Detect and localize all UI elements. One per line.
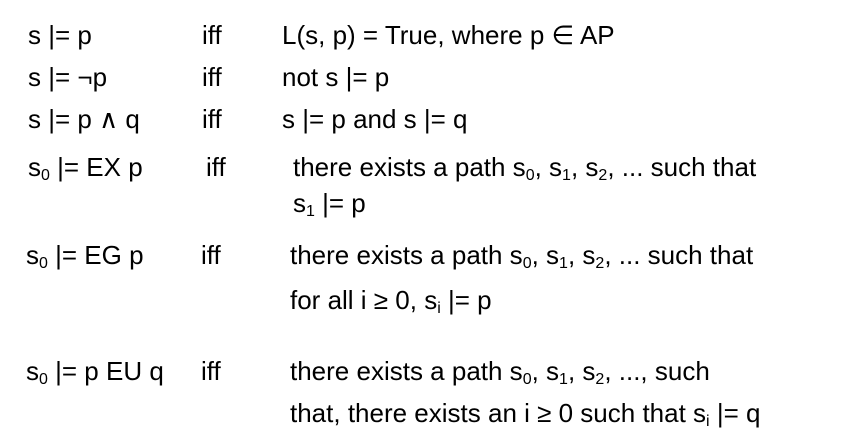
rule-2-iff: iff (202, 62, 222, 92)
rule-eg-lhs: $s_0$ |= EG p (26, 240, 144, 272)
rule-eg-rhs-line1: there exists a path $s_0$, $s_1$, $s_2$, ... such that (290, 240, 754, 272)
rule-eg-rhs-line2: for all i ≥ 0, $s_i$ |= p (290, 285, 492, 317)
rule-3-rhs: s |= p and s |= q (282, 104, 468, 134)
rule-eu-iff: iff (201, 356, 221, 386)
rule-3-lhs: s |= p ∧ q (28, 104, 140, 134)
rule-1-rhs: L(s, p) = True, where p ∈ AP (282, 20, 615, 50)
rule-eu-rhs-line2: that, there exists an i ≥ 0 such that $s_i$ |= q (290, 398, 761, 430)
rule-2-rhs: not s |= p (282, 62, 390, 92)
rule-ex-lhs: $s_0$ |= EX p (28, 152, 143, 184)
rule-1-lhs: s |= p (28, 20, 92, 50)
rule-ex-iff: iff (206, 152, 226, 182)
rule-3-iff: iff (202, 104, 222, 134)
rule-eu-rhs-line1: there exists a path $s_0$, $s_1$, $s_2$, ..., such (290, 356, 710, 388)
rule-eu-lhs: $s_0$ |= p EU q (26, 356, 164, 388)
rule-ex-rhs-line1: there exists a path $s_0$, $s_1$, $s_2$, ... such that (293, 152, 757, 184)
rule-ex-rhs-line2: $s_1$ |= p (293, 188, 366, 220)
rule-eg-iff: iff (201, 240, 221, 270)
rule-2-lhs: s |= ¬p (28, 62, 108, 92)
rule-1-iff: iff (202, 20, 222, 50)
